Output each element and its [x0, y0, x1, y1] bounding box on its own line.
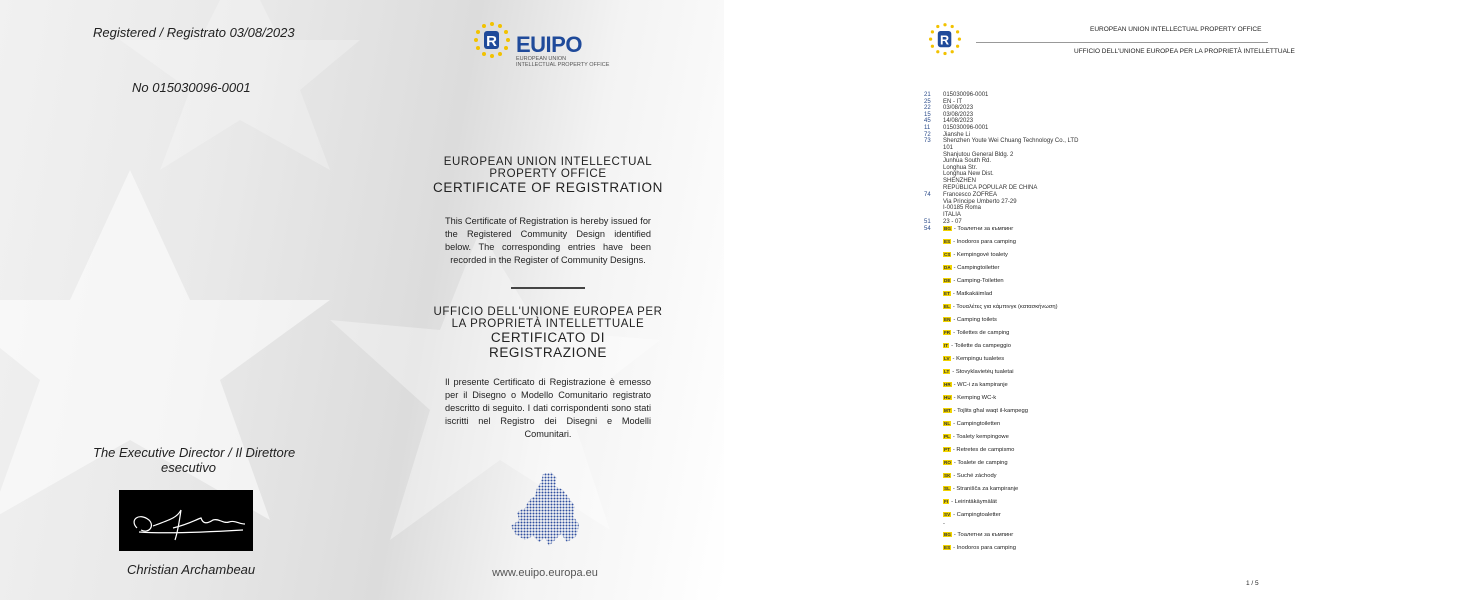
field-row: 72 Jianshe Li: [924, 131, 971, 138]
field-row: 45 14/08/2023: [924, 118, 974, 125]
logo-brand-text: EUIPO: [516, 32, 582, 57]
indication-item: CS - Kempingové toalety: [944, 252, 1008, 258]
indication-item: BG - Тоалетни за къмпинг: [944, 226, 1014, 232]
field-row: 21 015030096-0001: [924, 92, 989, 98]
director-title: The Executive Director / Il Direttore esecutivo: [93, 445, 296, 475]
indication-item: ES - Inodoros para camping: [944, 545, 1016, 551]
certificate-details-page: [724, 0, 1464, 600]
logo-subtitle: EUROPEAN UNION INTELLECTUAL PROPERTY OFFICE: [516, 56, 610, 68]
indication-code: 54: [924, 226, 931, 232]
indication-item: BG - Тоалетни за къмпинг: [944, 532, 1014, 538]
certificate-italian-section: [398, 306, 698, 441]
locarno-value: 23 - 07: [943, 219, 962, 225]
en-heading-line2: PROPERTY OFFICE: [489, 168, 607, 180]
field-row: 11 015030096-0001: [924, 125, 989, 131]
certificate-english-section: [398, 156, 698, 267]
header-rule: [976, 42, 1268, 43]
europe-map-icon: [505, 470, 585, 550]
locarno-code: 51: [924, 219, 931, 225]
indication-item: HU - Kemping WC-k: [944, 395, 997, 401]
indication-item: LT - Stovyklavietėų tualetai: [944, 369, 1014, 375]
representative-code: 74: [924, 192, 931, 198]
indication-item: LV - Kempingu tualetes: [944, 356, 1005, 362]
director-signature: [119, 490, 253, 551]
indication-item: MT - Tojlits għal waqt il-kampegg: [944, 408, 1028, 414]
field-row: 15 03/08/2023: [924, 111, 974, 118]
it-certificate-title-line2: REGISTRAZIONE: [488, 345, 608, 360]
indication-item: SK - Suché záchody: [944, 473, 997, 479]
certificate-cover-page: [0, 0, 724, 600]
indication-item: FI - Leirintäkäymälät: [944, 499, 997, 505]
indication-item: IT - Toilette da campeggio: [944, 343, 1011, 349]
indication-item: NL - Campingtoiletten: [944, 421, 1001, 427]
eu-stars-r-emblem-icon: [472, 20, 512, 68]
holder-address: 101 Shanjutou General Bldg. 2 Junhua South Rd. Longhua Str. Longhua New Dist. SHENZHEN REPÚBLICA POPULAR DE CHINA: [943, 145, 1038, 191]
en-heading-line1: EUROPEAN UNION INTELLECTUAL: [443, 156, 653, 168]
website-url: www.euipo.europa.eu: [492, 567, 598, 579]
it-certificate-title-line1: CERTIFICATO DI: [490, 330, 606, 345]
it-certificate-text: Il presente Certificato di Registrazione è emesso per il Disegno o Modello Comunitario registrato descritto di seguito. I dati corrispondenti sono stati iscritti nel Registro dei Disegni e Modelli Comunitari.: [445, 377, 651, 439]
field-row: 25 EN - IT: [924, 98, 962, 105]
section-divider: [511, 287, 585, 289]
indication-item: RO - Toalete de camping: [944, 460, 1008, 466]
en-certificate-title: CERTIFICATE OF REGISTRATION: [433, 180, 663, 195]
eu-stars-r-emblem-icon: [927, 22, 963, 58]
en-certificate-text: This Certificate of Registration is hereby issued for the Registered Community Design identified below. The corresponding entries have been recorded in the Register of Community Designs.: [445, 216, 651, 265]
indication-item: PL - Toalety kempingowe: [944, 434, 1009, 440]
registration-date: Registered / Registrato 03/08/2023: [93, 25, 295, 40]
field-row: 22 03/08/2023: [924, 105, 974, 112]
indication-item: DE - Camping-Toiletten: [944, 278, 1004, 284]
indication-separator: -: [943, 521, 945, 527]
indication-item: FR - Toilettes de camping: [944, 330, 1010, 336]
representative-address: Francesco ZOFREA Via Principe Umberto 27-29 I-00185 Roma ITALIA: [943, 192, 1017, 218]
it-heading-line1: UFFICIO DELL'UNIONE EUROPEA PER: [433, 306, 663, 318]
euipo-logo: [472, 20, 622, 72]
indication-item: SL - Stranišča za kampiranje: [944, 486, 1019, 492]
field-row: 73 Shenzhen Youte Wei Chuang Technology Co., LTD: [924, 138, 1079, 145]
indication-item: EL - Τουαλέτες για κάμπινγκ (κατασκήνωση): [944, 304, 1058, 310]
svg-text:R: R: [939, 33, 950, 48]
director-name: Christian Archambeau: [127, 562, 256, 577]
indication-item: DA - Campingtoiletter: [944, 265, 1000, 271]
header-italian: UFFICIO DELL'UNIONE EUROPEA PER LA PROPRIETÀ INTELLETTUALE: [1074, 48, 1295, 55]
indication-item: ET - Matkakäimlad: [944, 291, 993, 297]
svg-text:R: R: [486, 33, 497, 50]
header-english: EUROPEAN UNION INTELLECTUAL PROPERTY OFFICE: [1090, 26, 1262, 33]
signature-icon: [119, 490, 253, 551]
indication-item: ES - Inodoros para camping: [944, 239, 1016, 245]
background-star-watermark: [0, 0, 724, 600]
indication-item: PT - Retretes de campismo: [944, 447, 1015, 453]
it-heading-line2: LA PROPRIETÀ INTELLETTUALE: [451, 318, 645, 330]
indication-item: SV - Campingtoaletter: [944, 512, 1001, 518]
page-number: 1 / 5: [1246, 580, 1259, 587]
indication-item: EN - Camping toilets: [944, 317, 997, 323]
registration-number: No 015030096-0001: [132, 80, 251, 95]
indication-item: HR - WC-i za kampiranje: [944, 382, 1008, 388]
